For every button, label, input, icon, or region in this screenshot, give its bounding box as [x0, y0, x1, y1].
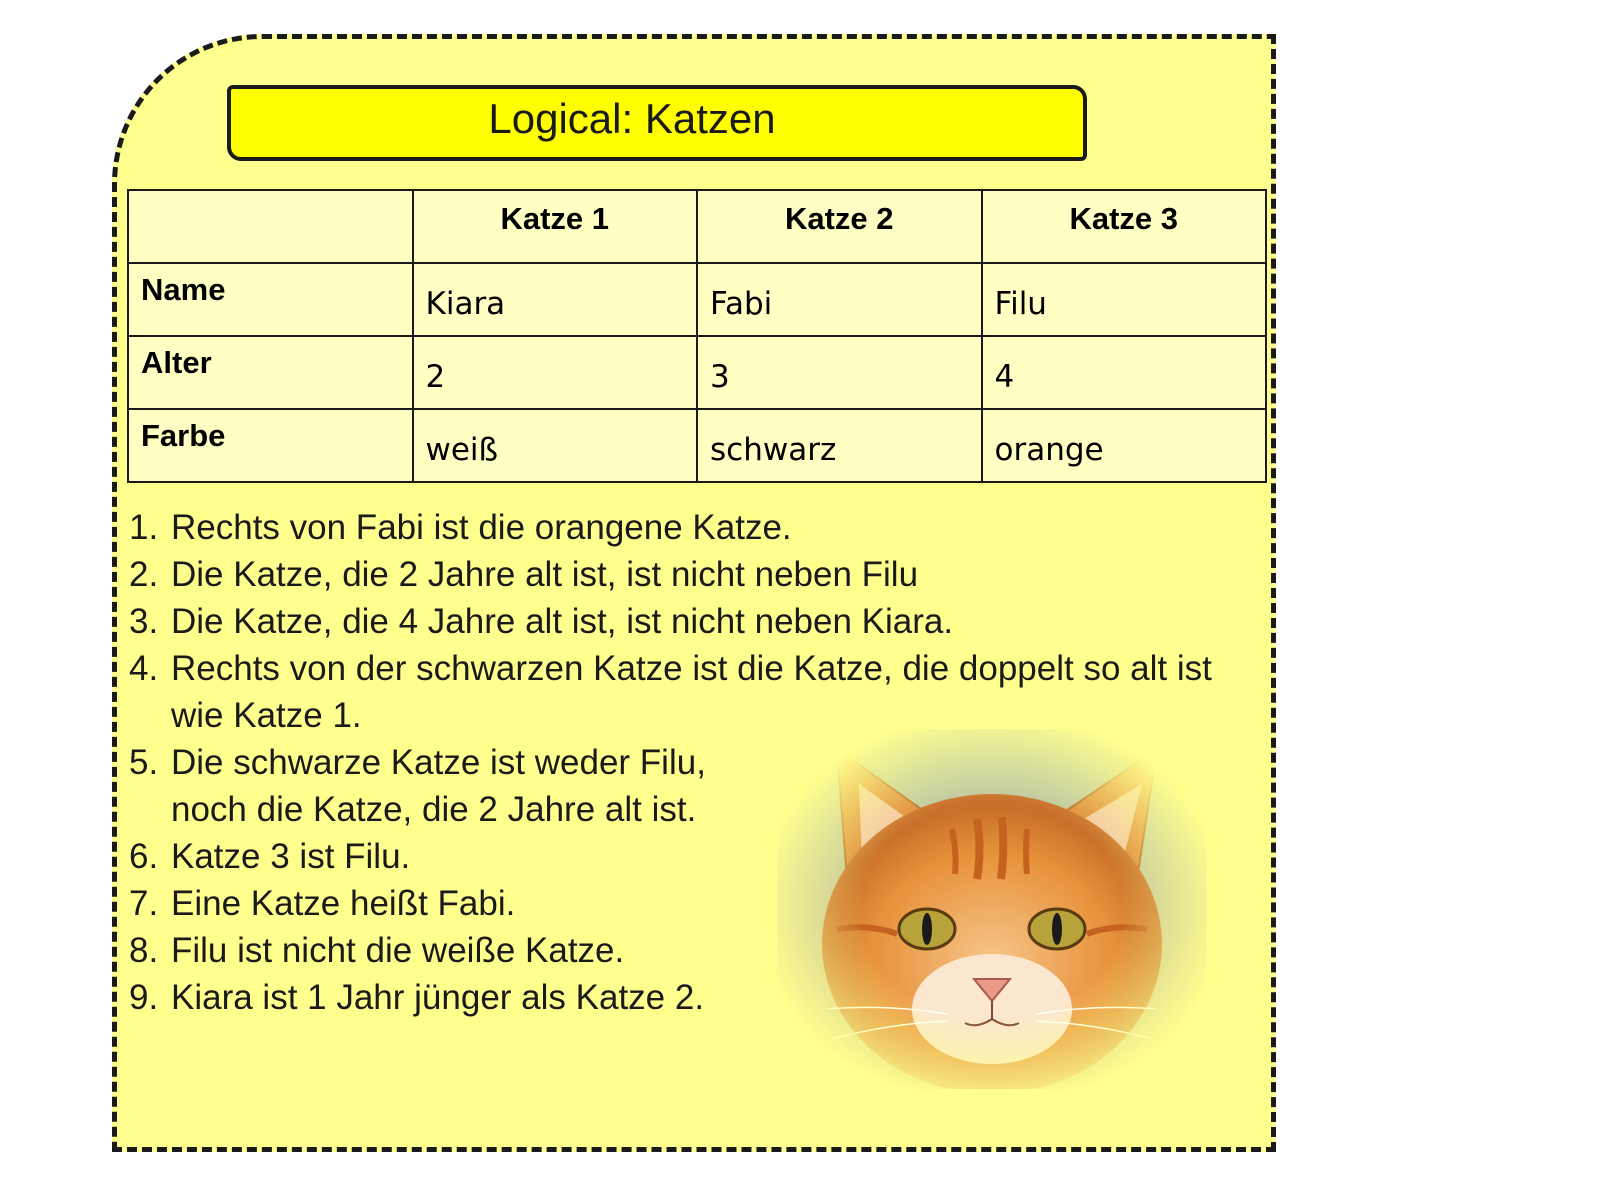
- page-title: Logical: Katzen: [488, 95, 776, 142]
- puzzle-card: [112, 34, 1276, 1152]
- table-cell: 2: [413, 336, 698, 409]
- table-cell: weiß: [413, 409, 698, 482]
- clue-number: 7.: [129, 884, 159, 923]
- table-header-empty: [128, 190, 413, 263]
- row-label-name: Name: [128, 263, 413, 336]
- clue-text: Die Katze, die 2 Jahre alt ist, ist nicht neben Filu: [171, 555, 919, 594]
- clue-text: Rechts von der schwarzen Katze ist die Katze, die doppelt so alt ist wie Katze 1.: [171, 649, 1212, 735]
- clue-item: [129, 504, 1259, 551]
- clue-text: Katze 3 ist Filu.: [171, 837, 411, 876]
- clue-number: 5.: [129, 743, 159, 782]
- row-label-farbe: Farbe: [128, 409, 413, 482]
- table-cell: 3: [697, 336, 982, 409]
- clue-text: Kiara ist 1 Jahr jünger als Katze 2.: [171, 978, 705, 1017]
- table-cell: 4: [982, 336, 1267, 409]
- table-header-row: [128, 190, 1266, 263]
- clue-text: Die schwarze Katze ist weder Filu, noch die Katze, die 2 Jahre alt ist.: [171, 743, 706, 829]
- clue-number: 3.: [129, 602, 159, 641]
- clue-number: 8.: [129, 931, 159, 970]
- table-header-katze-3: Katze 3: [982, 190, 1267, 263]
- clue-item: [129, 598, 1259, 645]
- clue-item: [129, 645, 1259, 739]
- table-cell: Kiara: [413, 263, 698, 336]
- clue-number: 9.: [129, 978, 159, 1017]
- clue-item: [129, 551, 1259, 598]
- table-cell: orange: [982, 409, 1267, 482]
- orange-cat-photo: [777, 729, 1207, 1089]
- clue-number: 6.: [129, 837, 159, 876]
- row-label-alter: Alter: [128, 336, 413, 409]
- table-row-alter: [128, 336, 1266, 409]
- table-row-name: [128, 263, 1266, 336]
- title-banner: [227, 85, 1087, 161]
- table-cell: Fabi: [697, 263, 982, 336]
- clue-text: Eine Katze heißt Fabi.: [171, 884, 516, 923]
- clue-text: Rechts von Fabi ist die orangene Katze.: [171, 508, 792, 547]
- clue-text: Die Katze, die 4 Jahre alt ist, ist nicht neben Kiara.: [171, 602, 954, 641]
- clue-number: 1.: [129, 508, 159, 547]
- table-row-farbe: [128, 409, 1266, 482]
- table-cell: schwarz: [697, 409, 982, 482]
- table-cell: Filu: [982, 263, 1267, 336]
- solution-table: [127, 189, 1267, 483]
- table-header-katze-1: Katze 1: [413, 190, 698, 263]
- clue-number: 2.: [129, 555, 159, 594]
- clue-number: 4.: [129, 649, 159, 688]
- clue-text: Filu ist nicht die weiße Katze.: [171, 931, 625, 970]
- table-header-katze-2: Katze 2: [697, 190, 982, 263]
